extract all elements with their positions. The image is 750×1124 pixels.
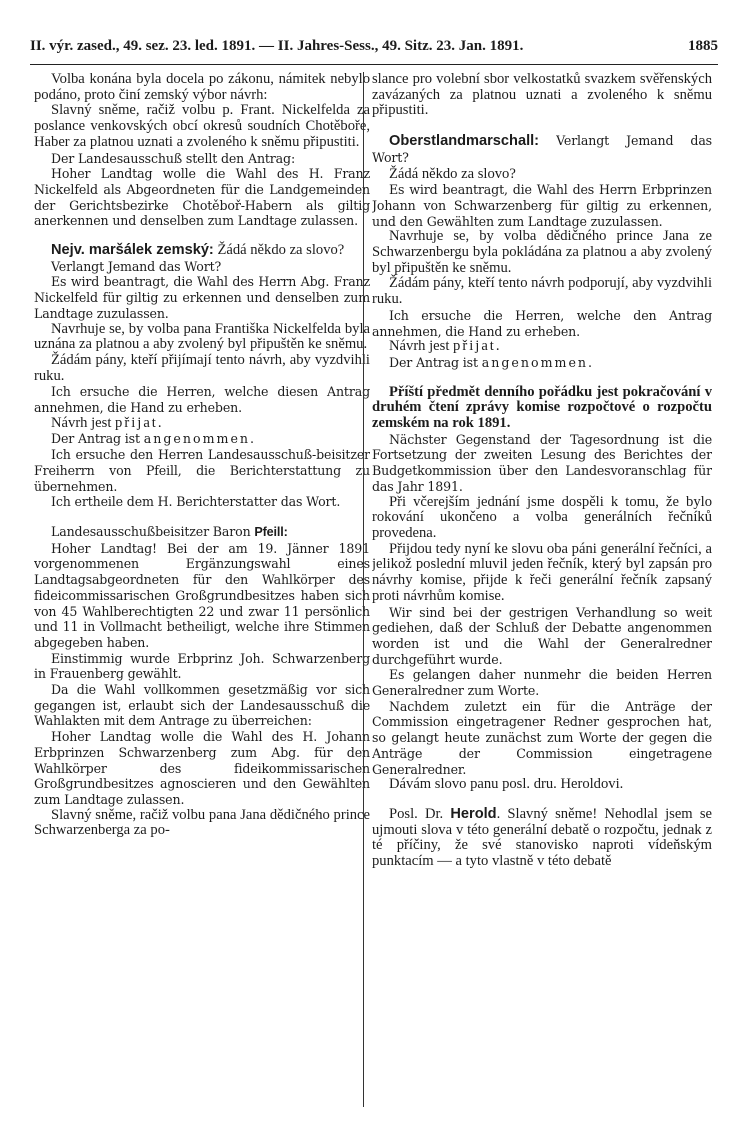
paragraph <box>372 167 712 183</box>
spaced-emphasis: přijat. <box>115 414 164 431</box>
paragraph <box>372 699 712 778</box>
paragraph <box>372 667 712 698</box>
paragraph-text: Posl. Dr. <box>389 805 451 822</box>
paragraph-gap <box>372 119 712 133</box>
paragraph-text: Hoher Landtag wolle die Wahl des H. Franz Nickelfeld als Abgeordneten für die Landgemeinden der Gerichtsbezirke Chotěboř-Habern als giltig anerkennen und denselben zum Landtage zulassen. <box>34 166 370 229</box>
paragraph-gap <box>372 371 712 385</box>
paragraph-text: Es wird beantragt, die Wahl des Herrn Erbprinzen Johann von Schwarzenberg für giltig zu erkennen, und den Gewählten zum Landtage zuzulassen. <box>372 182 712 229</box>
paragraph-text: Slavný sněme, račiž volbu p. Frant. Nickelfelda za poslance venkovských obcí okresů soudních Chotěboře, Haber za platnou uznati a zvoleného k sněmu připustiti. <box>34 102 370 150</box>
left-column <box>34 72 370 1112</box>
paragraph <box>34 103 370 150</box>
paragraph <box>372 276 712 307</box>
paragraph <box>34 524 370 541</box>
paragraph-text: Ich ersuche die Herren, welche diesen Antrag annehmen, die Hand zu erheben. <box>34 384 370 416</box>
paragraph-text: Nachdem zuletzt ein für die Anträge der Commission eingetragener Redner gesprochen hat, so gelangt heute zunächst zum Worte der gegen die Anträge der Commission eingetragene Generalredner. <box>372 698 712 777</box>
speaker-name: Nejv. maršálek zemský: <box>51 242 214 259</box>
paragraph-text: Hoher Landtag! Bei der am 19. Jänner 1891 vorgenommenen Ergänzungswahl eines Landtagsabgeordneten für den Wahlkörper des fideicommissarischen Großgrundbesitzes haben sich von 45 Wahlberechtigten 22 und zwar 11 persönlich und 11 in Vollmacht betheiligt, welche ihre Stimmen abgegeben haben. <box>34 540 370 650</box>
paragraph <box>372 339 712 355</box>
paragraph <box>34 808 370 839</box>
paragraph-text: Der Antrag ist <box>51 431 144 447</box>
paragraph-text: Es wird beantragt, die Wahl des Herrn Abg. Franz Nickelfeld für giltig zu erkennen und denselben zum Landtage zuzulassen. <box>34 274 370 321</box>
paragraph-text: . Slavný sněme! Nehodlal jsem se ujmouti slova v této generální debatě o rozpočtu, jednak z té příčiny, že své stanovisko naproti vídeňským punktacím — a tyto vlastně v této debatě <box>372 805 712 870</box>
paragraph-gap <box>34 229 370 243</box>
speaker-name: Oberstlandmarschall: <box>389 133 540 150</box>
paragraph-text: Přijdou tedy nyní ke slovu oba páni generální řečníci, a jelikož poslední mluvil jeden řečník, který byl zapsán pro návrhy komise, přijde k řeči generální řečník zapsaný proti návrhům komise. <box>372 540 712 604</box>
paragraph-text: Landesausschußbeisitzer Baron <box>51 523 255 539</box>
column-separator <box>363 72 364 1107</box>
paragraph-text: Navrhuje se, by volba pana Františka Nickelfelda byla uznána za platnou a aby zvolený byl připuštěn ke sněmu. <box>34 320 370 353</box>
spaced-emphasis: angenommen. <box>481 354 595 370</box>
paragraph-text: Navrhuje se, by volba dědičného prince Jana ze Schwarzenbergu byla pokládána za platnou a aby zvolený byl připuštěn ke sněmu. <box>372 228 712 276</box>
paragraph <box>34 431 370 447</box>
paragraph <box>34 651 370 682</box>
page-number: 1885 <box>688 38 718 54</box>
paragraph <box>34 166 370 229</box>
paragraph-text: Slavný sněme, račiž volbu pana Jana dědičného prince Schwarzenberga za po- <box>34 806 370 839</box>
paragraph-text: Žádá někdo za slovo? <box>389 165 516 182</box>
paragraph-text: Wir sind bei der gestrigen Verhandlung so weit gediehen, daß der Schluß der Debatte angenommen worden ist und die Wahl der Generalredner durchgeführt wurde. <box>372 604 712 667</box>
paragraph-text: Při včerejším jednání jsme dospěli k tomu, že bylo rokování ukončeno a volba generálních řečníků provedena. <box>372 493 712 541</box>
paragraph <box>372 182 712 229</box>
paragraph <box>34 243 370 259</box>
paragraph-text: Verlangt Jemand das Wort? <box>51 258 222 274</box>
paragraph <box>372 355 712 371</box>
paragraph <box>34 353 370 384</box>
paragraph <box>372 385 712 432</box>
paragraph <box>372 308 712 339</box>
paragraph <box>34 682 370 729</box>
paragraph-text: Ich ersuche den Herren Landesausschuß-beisitzer Freiherrn von Pfeill, die Berichterstattung zu übernehmen. <box>34 447 370 494</box>
paragraph-text: Der Landesausschuß stellt den Antrag: <box>51 150 296 166</box>
paragraph-text: Žádá někdo za slovo? <box>213 242 345 259</box>
paragraph <box>372 72 712 119</box>
paragraph <box>34 416 370 432</box>
paragraph-text: slance pro volební sbor velkostatků svazkem svěřenských zavázaných za platnou uznati a zvoleného k sněmu připustiti. <box>372 72 712 119</box>
paragraph <box>34 541 370 651</box>
paragraph-text: Volba konána byla docela po zákonu, námitek nebylo podáno, proto činí zemský výbor návrh: <box>34 72 370 103</box>
paragraph-text: Da die Wahl vollkommen gesetzmäßig vor sich gegangen ist, erlaubt sich der Landesausschuß die Wahlakten mit dem Antrage zu überreichen: <box>34 682 370 729</box>
paragraph-gap <box>34 510 370 524</box>
paragraph-text: Der Antrag ist <box>389 354 482 370</box>
paragraph-text: Příští předmět denního pořádku jest pokračování v druhém čtení zprávy komise rozpočtové o rozpočtu zemském na rok 1891. <box>372 383 712 432</box>
paragraph <box>34 384 370 415</box>
paragraph-text: Ich ertheile dem H. Berichterstatter das Wort. <box>51 494 341 510</box>
paragraph-text: Žádám pány, kteří přijímají tento návrh, aby vyzdvihli ruku. <box>34 351 370 384</box>
spaced-emphasis: angenommen. <box>143 431 257 447</box>
paragraph-text: Ich ersuche die Herren, welche den Antrag annehmen, die Hand zu erheben. <box>372 307 712 339</box>
speaker-name: Pfeill: <box>254 524 288 539</box>
paragraph-text: Dávám slovo panu posl. dru. Heroldovi. <box>389 776 624 793</box>
paragraph-text: Návrh jest <box>389 338 454 355</box>
paragraph <box>372 542 712 605</box>
paragraph <box>34 259 370 275</box>
paragraph-text: Nächster Gegenstand der Tagesordnung ist die Fortsetzung der zweiten Lesung des Berichtes der Budgetkommission über den Landesvoranschlag für das Jahr 1891. <box>372 431 712 494</box>
paragraph-text: Einstimmig wurde Erbprinz Joh. Schwarzenberg in Frauenberg gewählt. <box>34 650 370 682</box>
spaced-emphasis: přijat. <box>453 338 502 355</box>
paragraph <box>372 495 712 542</box>
paragraph <box>372 229 712 276</box>
paragraph <box>372 777 712 793</box>
paragraph-gap <box>372 793 712 807</box>
paragraph-text: Hoher Landtag wolle die Wahl des H. Johann Erbprinzen Schwarzenberg zum Abg. für den Wahlkörper des fideikommissarischen Großgrundbesitzes agnoscieren und den Gewählten zum Landtage zulassen. <box>34 729 370 807</box>
header-rule <box>30 64 718 65</box>
paragraph <box>34 274 370 321</box>
paragraph <box>34 151 370 167</box>
speaker-name: Herold <box>450 805 497 822</box>
running-header <box>30 38 718 64</box>
header-title: II. výr. zased., 49. sez. 23. led. 1891. — II. Jahres-Sess., 49. Sitz. 23. Jan. 1891. <box>30 38 524 54</box>
paragraph <box>372 807 712 870</box>
paragraph <box>34 322 370 353</box>
paragraph <box>372 133 712 166</box>
paragraph <box>34 447 370 494</box>
paragraph <box>34 494 370 510</box>
german-text: Verlangt Jemand das Wort? <box>372 133 712 165</box>
paragraph-text: Žádám pány, kteří tento návrh podporují, aby vyzdvihli ruku. <box>372 275 712 308</box>
paragraph <box>372 605 712 668</box>
right-column <box>372 72 712 1112</box>
paragraph-text: Es gelangen daher nunmehr die beiden Herren Generalredner zum Worte. <box>372 667 712 699</box>
paragraph <box>34 729 370 808</box>
paragraph <box>372 432 712 495</box>
paragraph <box>34 72 370 103</box>
paragraph-text: Návrh jest <box>51 414 116 431</box>
